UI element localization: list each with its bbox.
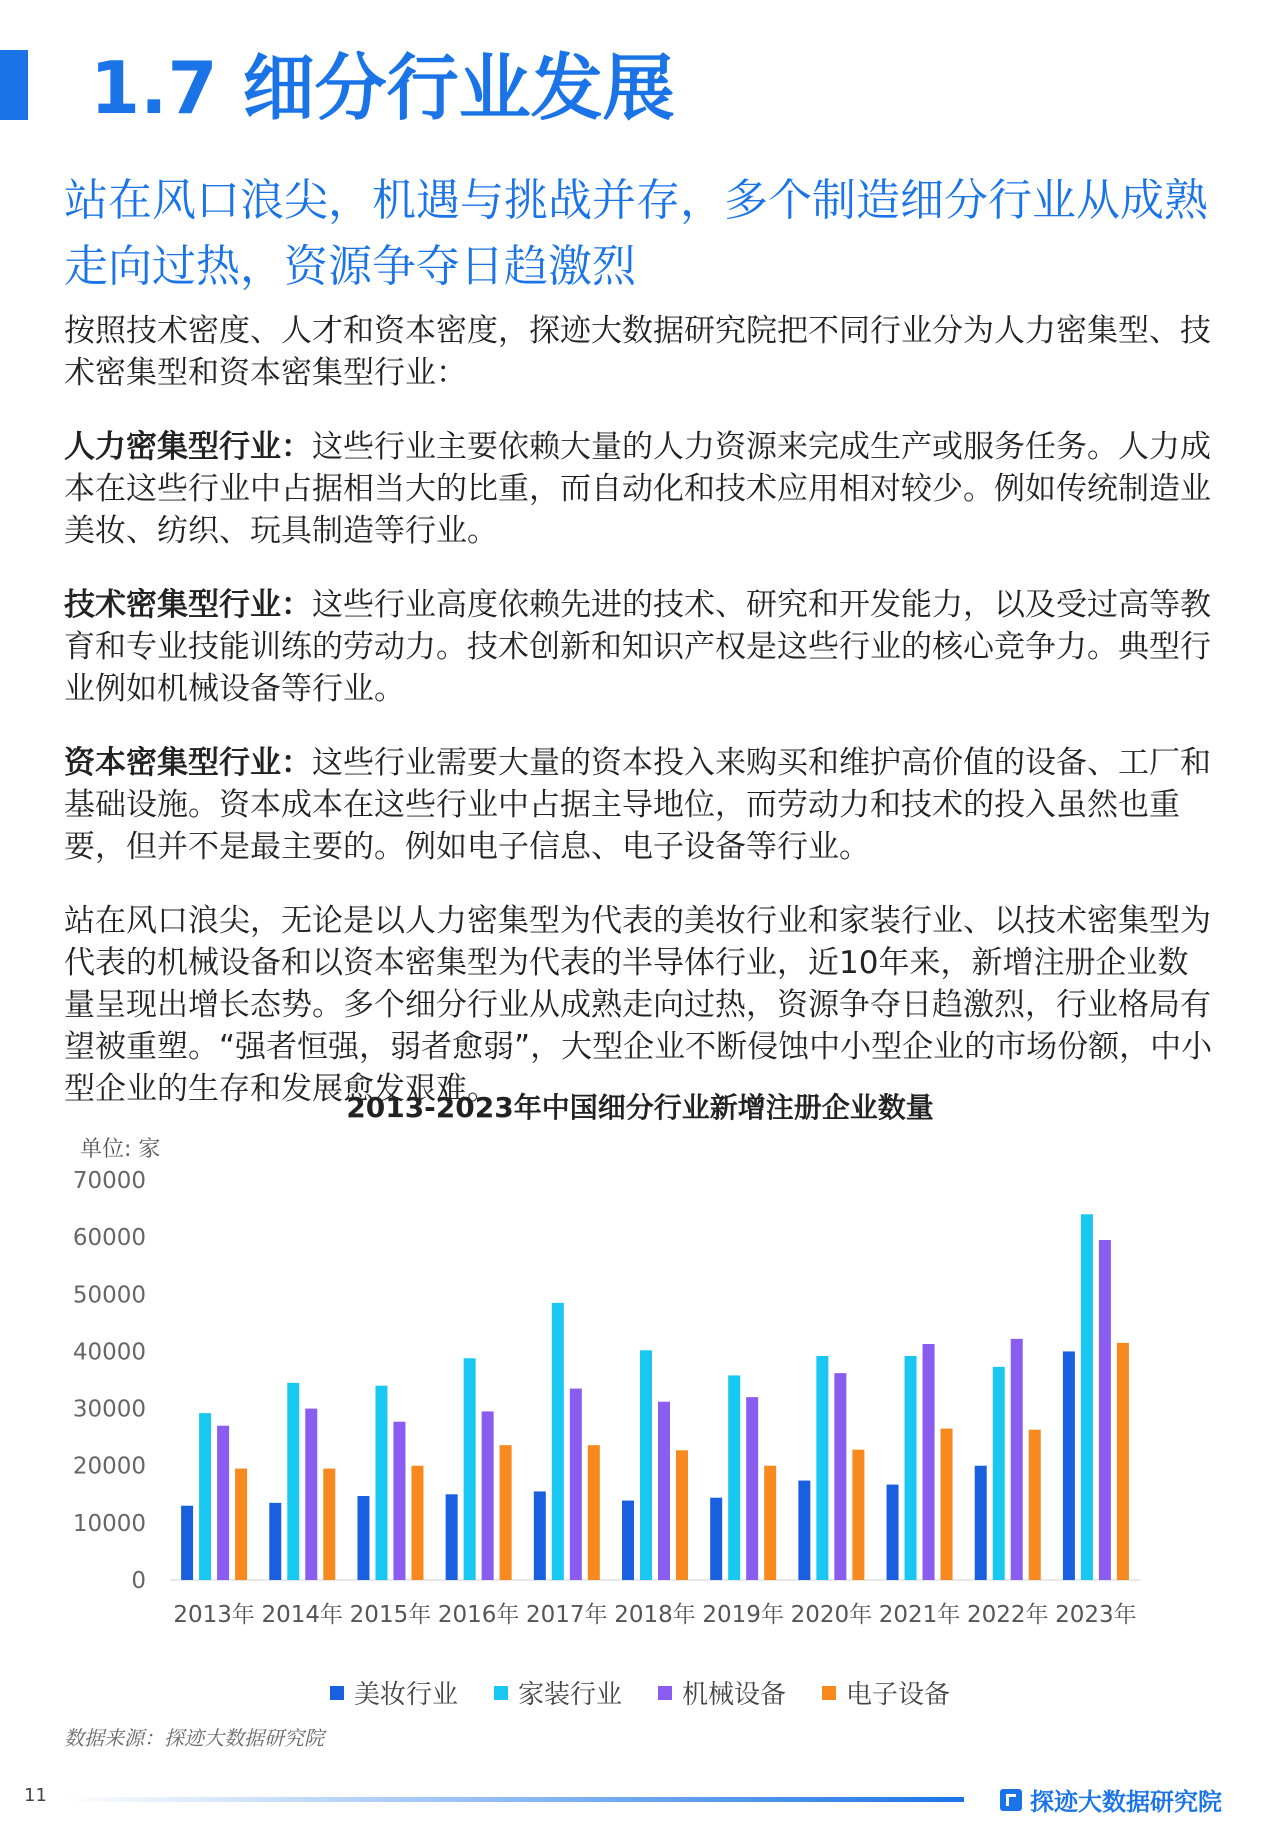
bar bbox=[570, 1389, 582, 1580]
legend-swatch bbox=[494, 1686, 508, 1700]
x-tick-label: 2014年 bbox=[261, 1602, 344, 1628]
y-tick-label: 20000 bbox=[72, 1453, 146, 1480]
bar bbox=[199, 1413, 211, 1580]
x-tick-label: 2015年 bbox=[349, 1602, 432, 1628]
x-tick-label: 2022年 bbox=[966, 1602, 1049, 1628]
bar bbox=[1117, 1343, 1129, 1580]
legend-label: 美妆行业 bbox=[353, 1680, 458, 1710]
bar bbox=[235, 1469, 247, 1580]
bar bbox=[1011, 1339, 1023, 1580]
tech-term: 技术密集型行业： bbox=[64, 587, 312, 623]
legend-item bbox=[658, 1674, 786, 1711]
bar bbox=[640, 1350, 652, 1580]
bar bbox=[181, 1506, 193, 1580]
x-tick-label: 2016年 bbox=[437, 1602, 520, 1628]
bar bbox=[728, 1375, 740, 1580]
bar bbox=[905, 1356, 917, 1580]
bar bbox=[464, 1358, 476, 1580]
brand bbox=[1000, 1782, 1222, 1817]
brand-logo-icon bbox=[1000, 1789, 1022, 1811]
legend-label: 机械设备 bbox=[682, 1680, 787, 1710]
bar bbox=[816, 1356, 828, 1580]
bar bbox=[941, 1429, 953, 1580]
bar bbox=[676, 1450, 688, 1580]
x-tick-label: 2021年 bbox=[878, 1602, 961, 1628]
labor-text: 这些行业主要依赖大量的人力资源来完成生产或服务任务。人力成本在这些行业中占据相当大的比重，而自动化和技术应用相对较少。例如传统制造业美妆、纺织、玩具制造等行业。 bbox=[64, 429, 1211, 549]
bar bbox=[269, 1503, 281, 1580]
section-title: 1.7 细分行业发展 bbox=[90, 46, 675, 130]
bar bbox=[923, 1344, 935, 1580]
labor-term: 人力密集型行业： bbox=[64, 429, 312, 465]
tech-paragraph bbox=[64, 584, 1214, 710]
bar bbox=[323, 1469, 335, 1580]
bar bbox=[446, 1494, 458, 1580]
x-tick-label: 2017年 bbox=[526, 1602, 608, 1628]
bar bbox=[852, 1450, 864, 1580]
intro-paragraph: 按照技术密度、人才和资本密度，探迹大数据研究院把不同行业分为人力密集型、技术密集型和资本密集型行业： bbox=[64, 313, 1211, 391]
bar bbox=[482, 1411, 494, 1580]
conclusion-paragraph: 站在风口浪尖，无论是以人力密集型为代表的美妆行业和家装行业、以技术密集型为代表的机械设备和以资本密集型为代表的半导体行业，近10年来，新增注册企业数量呈现出增长态势。多个细分行业从成熟走向过热，资源争夺日趋激烈，行业格局有望被重塑。“强者恒强，弱者愈弱”，大型企业不断侵蚀中小型企业的市场份额，中小型企业的生存和发展愈发艰难。 bbox=[64, 903, 1213, 1107]
brand-name: 探迹大数据研究院 bbox=[1030, 1788, 1222, 1816]
legend-swatch bbox=[822, 1686, 836, 1700]
legend-item bbox=[822, 1674, 950, 1711]
y-tick-label: 50000 bbox=[72, 1282, 146, 1309]
legend-label: 家装行业 bbox=[517, 1680, 622, 1710]
bar bbox=[834, 1373, 846, 1580]
bar bbox=[1081, 1214, 1093, 1580]
y-tick-label: 30000 bbox=[72, 1396, 146, 1423]
x-tick-label: 2013年 bbox=[173, 1602, 255, 1628]
page-number: 11 bbox=[24, 1785, 47, 1806]
chart-legend bbox=[0, 1674, 1280, 1711]
y-tick-label: 10000 bbox=[72, 1510, 146, 1537]
bar bbox=[393, 1422, 405, 1580]
chart-plot bbox=[0, 1080, 1280, 1670]
bar bbox=[287, 1383, 299, 1580]
legend-swatch bbox=[330, 1686, 344, 1700]
capital-term: 资本密集型行业： bbox=[64, 745, 312, 781]
x-tick-label: 2023年 bbox=[1055, 1602, 1137, 1628]
bar bbox=[658, 1402, 670, 1580]
bar bbox=[305, 1409, 317, 1580]
headline: 站在风口浪尖，机遇与挑战并存，多个制造细分行业从成熟走向过热，资源争夺日趋激烈 bbox=[64, 175, 1208, 292]
bar bbox=[534, 1491, 546, 1580]
bar bbox=[975, 1466, 987, 1580]
legend-swatch bbox=[658, 1686, 672, 1700]
bar bbox=[588, 1445, 600, 1580]
bar-chart bbox=[0, 1080, 1280, 1760]
bar bbox=[993, 1367, 1005, 1580]
capital-text: 这些行业需要大量的资本投入来购买和维护高价值的设备、工厂和基础设施。资本成本在这些行业中占据主导地位，而劳动力和技术的投入虽然也重要，但并不是最主要的。例如电子信息、电子设备等行业。 bbox=[64, 745, 1211, 865]
bar bbox=[710, 1498, 722, 1580]
bar bbox=[500, 1445, 512, 1580]
tech-text: 这些行业高度依赖先进的技术、研究和开发能力，以及受过高等教育和专业技能训练的劳动力。技术创新和知识产权是这些行业的核心竞争力。典型行业例如机械设备等行业。 bbox=[64, 587, 1211, 707]
x-tick-label: 2018年 bbox=[614, 1602, 696, 1628]
bar bbox=[764, 1466, 776, 1580]
bar bbox=[746, 1397, 758, 1580]
bar bbox=[411, 1466, 423, 1580]
bar bbox=[798, 1481, 810, 1580]
chart-title: 2013-2023年中国细分行业新增注册企业数量 bbox=[346, 1091, 934, 1124]
bar bbox=[357, 1496, 369, 1580]
bar bbox=[552, 1303, 564, 1580]
capital-paragraph bbox=[64, 742, 1214, 868]
bar bbox=[887, 1485, 899, 1580]
footer-divider bbox=[64, 1797, 964, 1802]
legend-label: 电子设备 bbox=[846, 1680, 951, 1710]
x-tick-label: 2019年 bbox=[702, 1602, 784, 1628]
y-tick-label: 0 bbox=[131, 1568, 146, 1594]
bar bbox=[375, 1386, 387, 1580]
y-tick-label: 60000 bbox=[72, 1225, 146, 1252]
bar bbox=[1063, 1351, 1075, 1580]
labor-paragraph bbox=[64, 426, 1214, 552]
section-accent-bar bbox=[0, 50, 28, 120]
body-text bbox=[64, 310, 1214, 1142]
legend-item bbox=[494, 1674, 622, 1711]
bar bbox=[622, 1501, 634, 1580]
y-tick-label: 40000 bbox=[72, 1339, 146, 1366]
source-note: 数据来源：探迹大数据研究院 bbox=[64, 1726, 324, 1750]
y-tick-label: 70000 bbox=[72, 1168, 146, 1194]
bar bbox=[1099, 1240, 1111, 1580]
bar bbox=[217, 1426, 229, 1580]
x-tick-label: 2020年 bbox=[790, 1602, 873, 1628]
unit-label: 单位: 家 bbox=[80, 1137, 161, 1162]
legend-item bbox=[330, 1674, 458, 1711]
bar bbox=[1029, 1430, 1041, 1580]
